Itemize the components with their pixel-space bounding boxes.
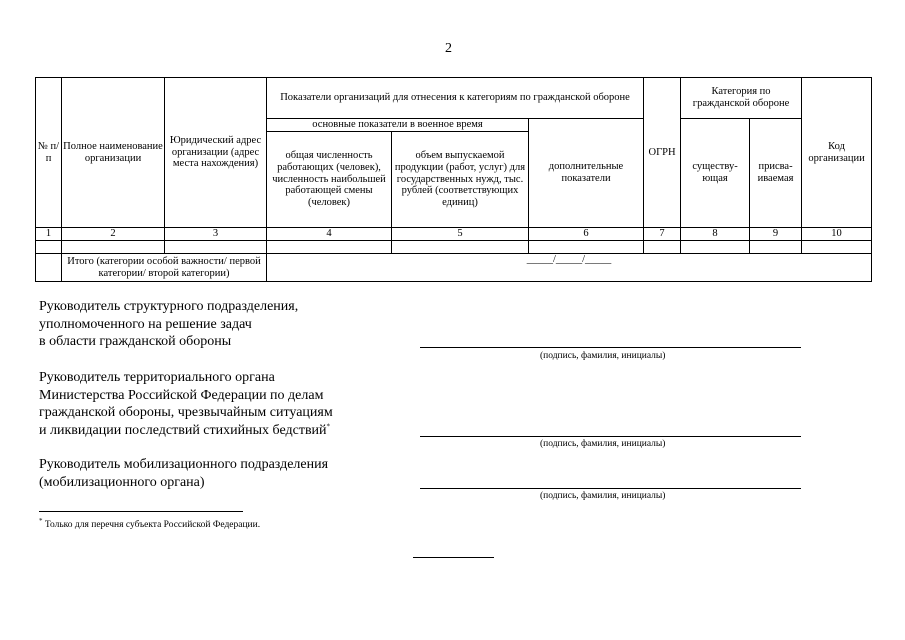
- signature-block-mobilization-unit: [39, 456, 328, 491]
- signature-title-line: в области гражданской обороны: [39, 334, 232, 349]
- signature-title-line: Руководитель территориального органа: [39, 370, 275, 385]
- col-number-cell: 6: [529, 228, 644, 241]
- footnote-mark: *: [326, 421, 331, 430]
- header-wartime: основные показатели в военное время: [267, 119, 529, 132]
- signature-title-line: и ликвидации последствий стихийных бедствий: [39, 422, 327, 438]
- header-org-code: Код организации: [802, 78, 872, 228]
- header-indicators: Показатели организаций для отнесения к категориям по гражданской обороне: [267, 78, 644, 119]
- header-assigned: присва-иваемая: [750, 119, 802, 228]
- signature-title-line: Министерства Российской Федерации по делам: [39, 387, 324, 403]
- signature-caption: (подпись, фамилия, инициалы): [540, 491, 666, 501]
- footnote-mark: *: [39, 516, 43, 525]
- col-number-cell: 3: [165, 228, 267, 241]
- header-ogrn: ОГРН: [644, 78, 681, 228]
- col-number-cell: 7: [644, 228, 681, 241]
- signature-title-line: (мобилизационного органа): [39, 474, 205, 490]
- col-number-cell: 1: [36, 228, 62, 241]
- header-headcount: общая численность работающих (человек), численность наибольшей работающей смены (человек): [267, 132, 392, 228]
- col-number-cell: 10: [802, 228, 872, 241]
- header-full-name: Полное наименование организации: [62, 78, 165, 228]
- total-value: _____/_____/_____: [267, 254, 872, 282]
- header-row-1: [36, 78, 872, 119]
- column-numbers-row: [36, 228, 872, 241]
- signature-block-structural-unit: [39, 298, 298, 351]
- signature-line: [420, 436, 801, 437]
- footnote-rule: [39, 511, 243, 512]
- empty-data-row: [36, 241, 872, 254]
- col-number-cell: 2: [62, 228, 165, 241]
- signature-title-line: уполномоченного на решение задач: [39, 316, 252, 332]
- signature-block-territorial-body: [39, 369, 333, 439]
- header-number: № п/п: [36, 78, 62, 228]
- col-number-cell: 4: [267, 228, 392, 241]
- page-number: 2: [445, 41, 452, 56]
- col-number-cell: 9: [750, 228, 802, 241]
- footnote: [39, 516, 261, 530]
- col-number-cell: 8: [681, 228, 750, 241]
- categories-table: [35, 77, 872, 282]
- signature-caption: (подпись, фамилия, инициалы): [540, 439, 666, 449]
- end-rule: [413, 557, 494, 558]
- footnote-text: Только для перечня субъекта Российской Федерации.: [42, 520, 261, 530]
- col-number-cell: 5: [392, 228, 529, 241]
- total-row: [36, 254, 872, 282]
- header-legal-address: Юридический адрес организации (адрес места нахождения): [165, 78, 267, 228]
- signature-title-line: Руководитель мобилизационного подразделения: [39, 457, 329, 472]
- signature-title-line: Руководитель структурного подразделения,: [39, 299, 299, 314]
- signature-caption: (подпись, фамилия, инициалы): [540, 351, 666, 361]
- header-additional: дополнительные показатели: [529, 119, 644, 228]
- total-label: Итого (категории особой важности/ первой категории/ второй категории): [62, 254, 267, 282]
- signature-line: [420, 488, 801, 489]
- header-existing: существу-ющая: [681, 119, 750, 228]
- header-output-volume: объем выпускаемой продукции (работ, услуг) для государственных нужд, тыс. рублей (соответствующих единиц): [392, 132, 529, 228]
- signature-title-line: гражданской обороны, чрезвычайным ситуациям: [39, 405, 333, 420]
- signature-line: [420, 347, 801, 348]
- header-category: Категория по гражданской обороне: [681, 78, 802, 119]
